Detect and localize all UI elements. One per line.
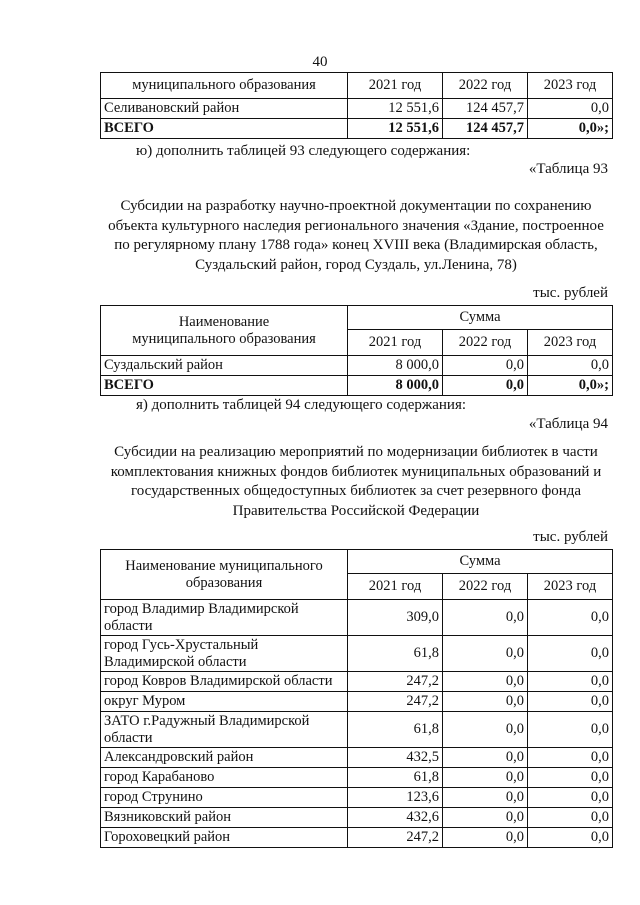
value-2022: 0,0 [443,828,528,848]
instruction-93: ю) дополнить таблицей 93 следующего содержания: [136,143,471,159]
total-label: ВСЕГО [101,376,348,396]
value-2021: 247,2 [348,692,443,712]
value-2023: 0,0 [528,808,613,828]
value-2021: 61,8 [348,636,443,672]
value-2022: 0,0 [443,808,528,828]
header-2023: 2023 год [528,574,613,600]
header-2021: 2021 год [348,574,443,600]
table-94-units: тыс. рублей [533,529,608,545]
value-2021: 123,6 [348,788,443,808]
table-row [101,748,613,768]
value-2022: 0,0 [443,712,528,748]
header-name: муниципального образования [101,73,348,99]
total-label: ВСЕГО [101,119,348,139]
table-94-label: «Таблица 94 [528,416,608,432]
row-name-line: город Гусь-Хрустальный [104,636,259,653]
value-2023: 0,0 [528,99,613,119]
value-2023: 0,0 [528,712,613,748]
table-row [101,672,613,692]
value-2023: 0,0 [528,692,613,712]
value-2023: 0,0 [528,788,613,808]
value-2021: 247,2 [348,828,443,848]
header-sum: Сумма [348,306,613,330]
value-2021: 61,8 [348,712,443,748]
value-2023: 0,0 [528,828,613,848]
table-93-label: «Таблица 93 [528,161,608,177]
title-line: Суздальский район, город Суздаль, ул.Ленина, 78) [195,256,517,273]
table-93 [100,305,613,396]
row-name-line: области [104,617,153,634]
value-2022: 0,0 [443,692,528,712]
title-line: объекта культурного наследия регионального значения «Здание, построенное [108,217,604,234]
table-row [101,808,613,828]
page-number: 40 [312,54,328,70]
table-header-row [101,73,613,99]
header-2022: 2022 год [443,73,528,99]
value-2023: 0,0 [528,768,613,788]
total-2022: 0,0 [443,376,528,396]
total-2021: 8 000,0 [348,376,443,396]
row-name: город Карабаново [101,768,348,788]
header-2022: 2022 год [443,330,528,356]
row-name: округ Муром [101,692,348,712]
value-2022: 0,0 [443,768,528,788]
header-2021: 2021 год [348,73,443,99]
table-94 [100,549,613,848]
value-2022: 0,0 [443,356,528,376]
row-name [101,636,348,672]
table-header-row [101,306,613,330]
table-row [101,768,613,788]
header-2023: 2023 год [528,73,613,99]
value-2021: 8 000,0 [348,356,443,376]
row-name: город Ковров Владимирской области [101,672,348,692]
value-2022: 0,0 [443,788,528,808]
title-line: комплектования книжных фондов библиотек муниципальных образований и [110,463,602,480]
value-2021: 247,2 [348,672,443,692]
table-93-units: тыс. рублей [533,285,608,301]
value-2021: 12 551,6 [348,99,443,119]
table-row [101,692,613,712]
header-name [101,550,348,600]
title-line: Субсидии на реализацию мероприятий по модернизации библиотек в части [114,444,598,460]
value-2022: 0,0 [443,600,528,636]
total-2021: 12 551,6 [348,119,443,139]
table-row [101,636,613,672]
value-2021: 61,8 [348,768,443,788]
table-92-continuation [100,72,613,139]
value-2023: 0,0 [528,748,613,768]
instruction-94: я) дополнить таблицей 94 следующего содержания: [136,397,467,413]
header-name-line: образования [185,574,263,591]
value-2023: 0,0 [528,600,613,636]
total-2023: 0,0»; [528,376,613,396]
title-line: Правительства Российской Федерации [232,502,480,519]
table-row [101,788,613,808]
row-name: Суздальский район [101,356,348,376]
title-line: государственных общедоступных библиотек за счет резервного фонда [130,483,582,499]
value-2022: 0,0 [443,636,528,672]
table-row [101,99,613,119]
table-row [101,712,613,748]
value-2022: 124 457,7 [443,99,528,119]
value-2021: 432,5 [348,748,443,768]
table-93-title [100,197,612,275]
value-2022: 0,0 [443,672,528,692]
table-row [101,828,613,848]
row-name: Селивановский район [101,99,348,119]
row-name: Александровский район [101,748,348,768]
header-2022: 2022 год [443,574,528,600]
value-2021: 309,0 [348,600,443,636]
header-name-line: муниципального образования [132,330,316,347]
total-2022: 124 457,7 [443,119,528,139]
header-name-line: Наименование муниципального [125,557,323,574]
table-row [101,356,613,376]
header-2023: 2023 год [528,330,613,356]
value-2021: 432,6 [348,808,443,828]
header-2021: 2021 год [348,330,443,356]
title-line: по регулярному плану 1788 года» конец XVIII века (Владимирская область, [114,237,598,253]
row-name-line: Владимирской области [104,653,247,670]
table-94-title [100,443,612,521]
total-2023: 0,0»; [528,119,613,139]
total-row [101,376,613,396]
row-name [101,712,348,748]
table-header-row [101,550,613,574]
row-name: Гороховецкий район [101,828,348,848]
value-2023: 0,0 [528,672,613,692]
value-2023: 0,0 [528,356,613,376]
title-line: Субсидии на разработку научно-проектной документации по сохранению [120,198,592,214]
row-name: город Струнино [101,788,348,808]
value-2023: 0,0 [528,636,613,672]
row-name-line: город Владимир Владимирской [104,600,299,617]
row-name: Вязниковский район [101,808,348,828]
header-sum: Сумма [348,550,613,574]
table-row [101,600,613,636]
total-row [101,119,613,139]
header-name-line: Наименование [178,313,270,330]
row-name [101,600,348,636]
header-name [101,306,348,356]
row-name-line: ЗАТО г.Радужный Владимирской [104,712,310,729]
value-2022: 0,0 [443,748,528,768]
row-name-line: области [104,729,153,746]
